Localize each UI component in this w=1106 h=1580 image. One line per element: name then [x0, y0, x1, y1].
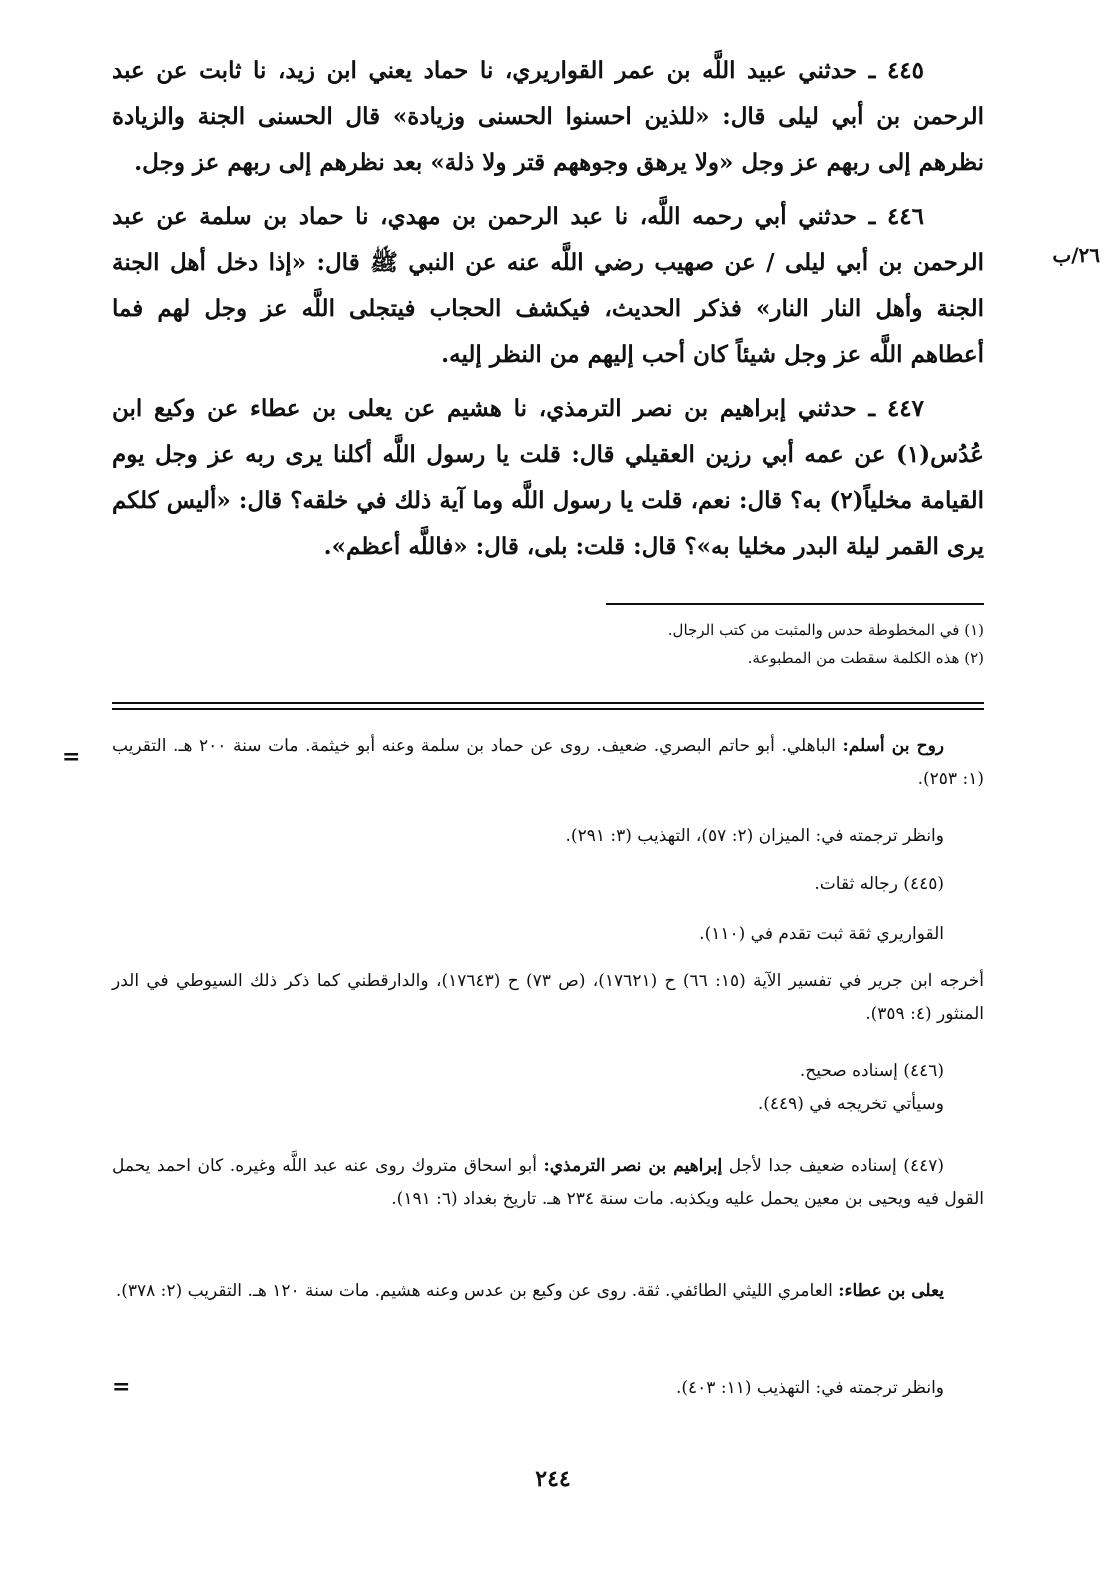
- narrator-bio-yala: العامري الليثي الطائفي. ثقة. روى عن وكيع بن عدس وعنه هشيم. مات سنة ١٢٠ هـ. التقريب (٢: ٣٧٨).: [115, 1281, 839, 1301]
- commentary-qawariri: القواريري ثقة ثبت تقدم في (١١٠).: [699, 924, 944, 944]
- footnote-2: (٢) هذه الكلمة سقطت من المطبوعة.: [747, 649, 984, 667]
- commentary-rule-top: [112, 702, 984, 704]
- commentary-445-grade: (٤٤٥) رجاله ثقات.: [814, 874, 944, 894]
- continuation-mark-bottom: =: [112, 1374, 131, 1400]
- footnote-separator: [606, 603, 984, 605]
- commentary-yala-refs: وانظر ترجمته في: التهذيب (١١: ٤٠٣).: [675, 1378, 944, 1398]
- narrator-bio-ibrahim: أبو اسحاق متروك روى عنه عبد اللَّه وغيره. كان احمد يحمل القول فيه ويحيى بن معين يحمل عليه ويكذبه. مات سنة ٢٣٤ هـ. تاريخ بغداد (٦: ١٩١).: [112, 1156, 984, 1209]
- hadith-445: ٤٤٥ ـ حدثني عبيد اللَّه بن عمر القواريري، نا حماد يعني ابن زيد، نا ثابت عن عبد الرحمن بن أبي ليلى قال: «للذين احسنوا الحسنى وزيادة» قال الحسنى الجنة والزيادة نظرهم إلى ربهم عز وجل «ولا يرهق وجوههم قتر ولا ذلة» بعد نظرهم إلى ربهم عز وجل.: [112, 57, 984, 176]
- narrator-name-rawh: روح بن أسلم:: [842, 736, 944, 756]
- narrator-name-ibrahim: إبراهيم بن نصر الترمذي:: [543, 1156, 723, 1176]
- commentary-446-grade: (٤٤٦) إسناده صحيح.: [799, 1061, 944, 1081]
- hadith-446: ٤٤٦ ـ حدثني أبي رحمه اللَّه، نا عبد الرحمن بن مهدي، نا حماد بن سلمة عن عبد الرحمن بن أبي ليلى / عن صهيب رضي اللَّه عنه عن النبي ﷺ قال: «إذا دخل أهل الجنة الجنة وأهل النار النار» فذكر الحديث، فيكشف الحجاب فيتجلى اللَّه عز وجل لهم فما أعطاهم اللَّه عز وجل شيئاً كان أحب إليهم من النظر إليه.: [112, 203, 984, 368]
- footnote-1: (١) في المخطوطة حدس والمثبت من كتب الرجال.: [667, 621, 984, 639]
- page-number: ٢٤٤: [535, 1466, 571, 1492]
- commentary-447-intro: (٤٤٧) إسناده ضعيف جدا لأجل: [722, 1156, 944, 1176]
- commentary-takhrij-445: أخرجه ابن جرير في تفسير الآية (١٥: ٦٦) ح (١٧٦٢١)، (ص ٧٣) ح (١٧٦٤٣)، والدارقطني كما ذكر ذلك السيوطي في الدر المنثور (٤: ٣٥٩).: [112, 971, 984, 1024]
- commentary-rawh: [112, 730, 984, 796]
- commentary-yala: [112, 1275, 984, 1308]
- commentary-rawh-refs: وانظر ترجمته في: الميزان (٢: ٥٧)، التهذيب (٣: ٢٩١).: [565, 826, 944, 846]
- manuscript-folio-note: ٢٦/ب: [1052, 243, 1100, 267]
- narrator-name-yala: يعلى بن عطاء:: [838, 1281, 944, 1301]
- narrator-bio-rawh: الباهلي. أبو حاتم البصري. ضعيف. روى عن حماد بن سلمة وعنه أبو خيثمة. مات سنة ٢٠٠ هـ. التقريب (١: ٢٥٣).: [112, 736, 984, 789]
- continuation-mark-top: =: [62, 744, 81, 770]
- commentary-446-crossref: وسيأتي تخريجه في (٤٤٩).: [757, 1094, 944, 1114]
- hadith-447: ٤٤٧ ـ حدثني إبراهيم بن نصر الترمذي، نا هشيم عن يعلى بن عطاء عن وكيع ابن عُدُس(١) عن عمه أبي رزين العقيلي قال: قلت يا رسول اللَّه أكلنا يرى ربه عز وجل يوم القيامة مخلياً(٢) به؟ قال: نعم، قلت يا رسول اللَّه وما آية ذلك في خلقه؟ قال: «أليس كلكم يرى القمر ليلة البدر مخليا به»؟ قال: قلت: بلى، قال: «فاللَّه أعظم».: [112, 395, 984, 560]
- commentary-447-grade: [112, 1150, 984, 1216]
- commentary-rule-bottom: [112, 708, 984, 710]
